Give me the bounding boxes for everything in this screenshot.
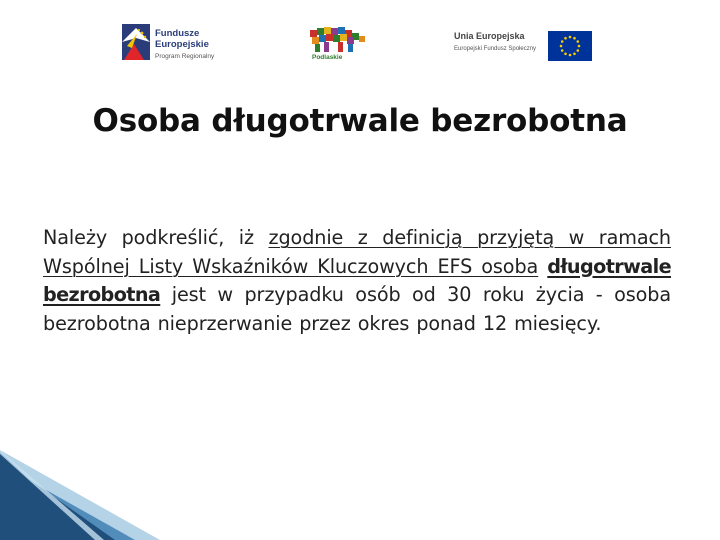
- fe-line-2: Europejskie: [155, 39, 209, 50]
- definition-paragraph: [43, 224, 671, 338]
- ue-line-1: Unia Europejska: [454, 31, 525, 41]
- eu-flag-icon: [548, 31, 592, 61]
- decorative-corner-swoosh: [0, 450, 720, 540]
- fe-line-1: Fundusze: [155, 28, 200, 39]
- fundusze-europejskie-text: [155, 28, 214, 62]
- paragraph-key-term: długotrwale bezrobotna: [43, 254, 672, 306]
- fundusze-europejskie-logo: [122, 24, 232, 64]
- bison-icon: [308, 24, 368, 56]
- paragraph-intro: Należy podkreślić, iż: [43, 226, 269, 249]
- fundusze-europejskie-flag-icon: [122, 24, 150, 60]
- paragraph-conclusion: jest w przypadku osób od 30 roku życia - osoba bezrobotna nieprzerwanie przez okres ponad 12 miesięcy.: [43, 283, 671, 335]
- paragraph-space: [538, 255, 547, 278]
- podlaskie-label: Podlaskie: [312, 54, 343, 61]
- ue-line-2: Europejski Fundusz Społeczny: [454, 46, 537, 52]
- unia-europejska-text: [454, 31, 536, 55]
- paragraph-underlined-definition: zgodnie z definicją przyjętą w ramach Wspólnej Listy Wskaźników Kluczowych EFS osoba: [43, 226, 671, 278]
- podlaskie-logo: [308, 24, 368, 66]
- unia-europejska-logo: [454, 29, 594, 63]
- slide-title: Osoba długotrwale bezrobotna: [92, 103, 628, 139]
- fe-line-3: Program Regionalny: [155, 53, 215, 60]
